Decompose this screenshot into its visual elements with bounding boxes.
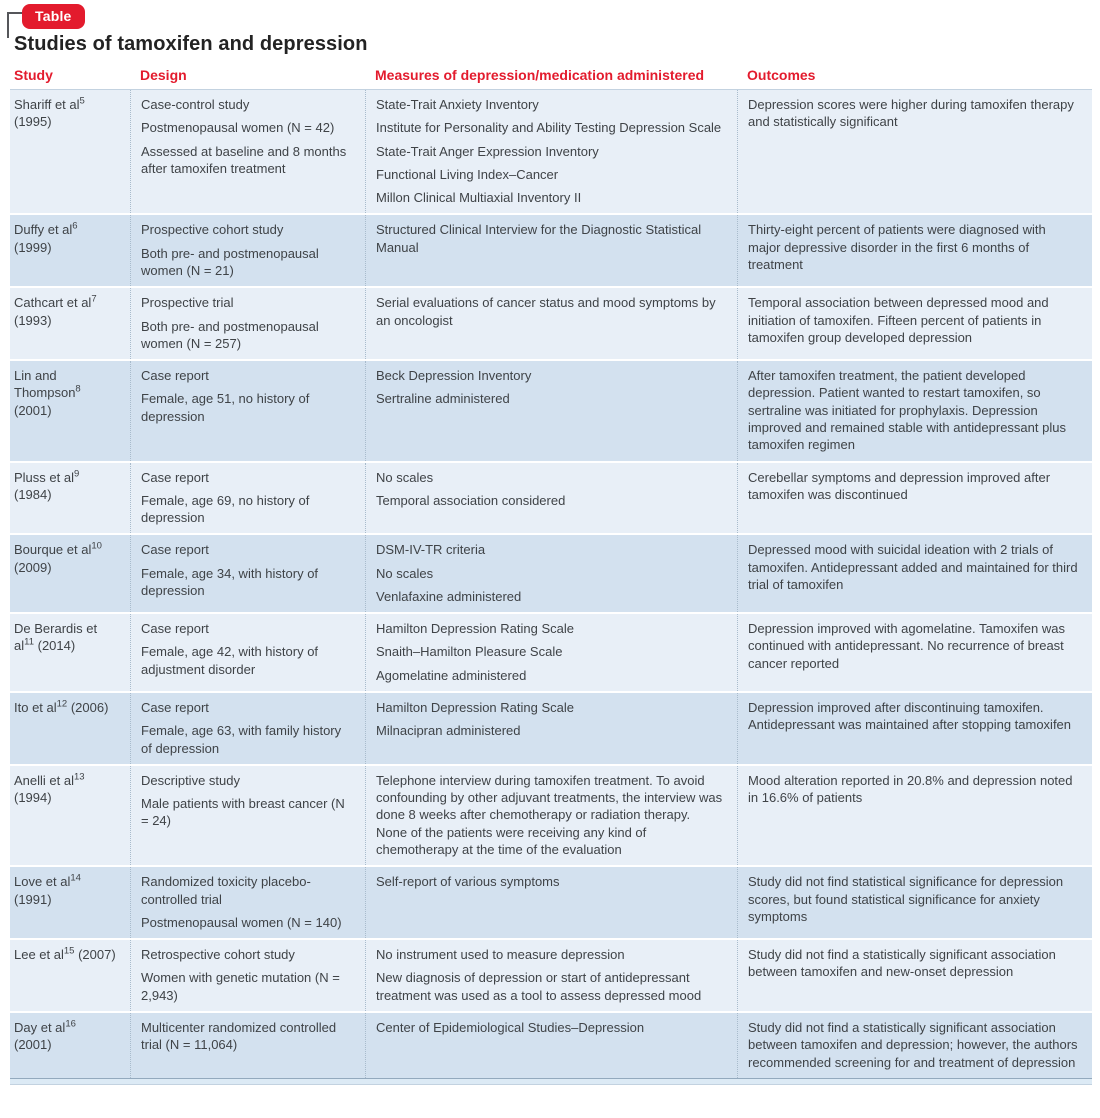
outcomes-paragraph: Study did not find a statistically significant association between tamoxifen and new-onset depression [748, 947, 1056, 980]
study-citation [14, 541, 116, 576]
outcomes-paragraph: Depression improved with agomelatine. Tamoxifen was continued with antidepressant. No recurrence of breast cancer reported [748, 621, 1065, 671]
outcomes-paragraph: Temporal association between depressed mood and initiation of tamoxifen. Fifteen percent of patients in tamoxifen group developed depression [748, 295, 1049, 345]
design-paragraph: Both pre- and postmenopausal women (N = 21) [141, 245, 319, 278]
measures-paragraph: No scales [376, 565, 434, 581]
measures-paragraph: Millon Clinical Multiaxial Inventory II [376, 190, 582, 206]
design-cell [130, 1013, 365, 1078]
study-cell [10, 766, 130, 865]
outcomes-cell [737, 614, 1092, 691]
study-year: (1991) [14, 891, 52, 907]
measures-cell [365, 361, 737, 460]
table-row [10, 612, 1092, 691]
study-cell [10, 693, 130, 764]
outcomes-cell [737, 940, 1092, 1011]
column-header-measures: Measures of depression/medication administered [375, 67, 705, 83]
outcomes-paragraph: Study did not find statistical significance for depression scores, but found statistical significance for anxiety symptoms [748, 874, 1064, 924]
design-paragraph: Case report [141, 469, 209, 485]
study-cell [10, 1013, 130, 1078]
study-author: De Berardis et al [14, 621, 98, 654]
study-author: Pluss et al [14, 469, 74, 485]
study-citation [14, 873, 116, 908]
measures-paragraph: Center of Epidemiological Studies–Depression [376, 1019, 645, 1035]
study-cell [10, 288, 130, 359]
study-citation [14, 367, 116, 419]
study-author: Bourque et al [14, 542, 92, 558]
measures-paragraph: State-Trait Anxiety Inventory [376, 97, 539, 112]
measures-paragraph: Venlafaxine administered [376, 588, 522, 604]
design-paragraph: Female, age 51, no history of depression [141, 391, 310, 424]
table-row [10, 286, 1092, 359]
measures-cell [365, 90, 737, 213]
design-cell [130, 867, 365, 938]
study-cell [10, 614, 130, 691]
study-cell [10, 361, 130, 460]
measures-paragraph: Institute for Personality and Ability Testing Depression Scale [376, 120, 722, 136]
outcomes-paragraph: Cerebellar symptoms and depression improved after tamoxifen was discontinued [748, 469, 1051, 502]
study-cell [10, 90, 130, 213]
outcomes-cell [737, 1013, 1092, 1078]
study-reference-number: 15 [63, 945, 75, 957]
design-paragraph: Female, age 69, no history of depression [141, 492, 310, 526]
table-row [10, 533, 1092, 612]
design-cell [130, 361, 365, 460]
design-paragraph: Women with genetic mutation (N = 2,943) [141, 970, 340, 1003]
study-reference-number: 6 [72, 221, 78, 233]
design-paragraph: Female, age 34, with history of depression [141, 565, 319, 598]
table-row [10, 938, 1092, 1011]
study-cell [10, 535, 130, 612]
study-cell [10, 463, 130, 534]
measures-paragraph: Agomelatine administered [376, 667, 527, 683]
measures-paragraph: Telephone interview during tamoxifen treatment. To avoid confounding by other adjuvant treatments, the interview was done 8 weeks after chemotherapy or radiation therapy. None of the patients were receiving any kind of chemotherapy at the time of the evaluation [376, 772, 723, 857]
outcomes-cell [737, 867, 1092, 938]
measures-paragraph: Sertraline administered [376, 391, 510, 407]
page-title: Studies of tamoxifen and depression [14, 33, 368, 55]
outcomes-paragraph: Depressed mood with suicidal ideation with 2 trials of tamoxifen. Antidepressant added and maintained for third trial of tamoxifen [748, 542, 1078, 592]
measures-paragraph: Snaith–Hamilton Pleasure Scale [376, 644, 563, 660]
measures-cell [365, 463, 737, 534]
table-badge: Table [22, 4, 85, 29]
outcomes-paragraph: Mood alteration reported in 20.8% and depression noted in 16.6% of patients [748, 772, 1073, 806]
design-paragraph: Postmenopausal women (N = 42) [141, 120, 335, 136]
study-author: Shariff et al [14, 97, 80, 112]
study-year: (1999) [14, 239, 52, 255]
design-cell [130, 535, 365, 612]
study-citation [14, 1019, 116, 1054]
study-reference-number: 14 [70, 872, 81, 884]
measures-cell [365, 535, 737, 612]
study-reference-number: 8 [75, 384, 81, 396]
measures-paragraph: New diagnosis of depression or start of antidepressant treatment was used as a tool to assess depressed mood [376, 970, 702, 1003]
design-paragraph: Case report [141, 700, 209, 716]
study-cell [10, 940, 130, 1011]
study-citation [14, 469, 116, 504]
design-paragraph: Assessed at baseline and 8 months after tamoxifen treatment [141, 143, 347, 176]
measures-cell [365, 766, 737, 865]
measures-cell [365, 288, 737, 359]
outcomes-cell [737, 215, 1092, 286]
study-year: (2006) [70, 700, 109, 716]
study-reference-number: 11 [24, 637, 34, 649]
design-paragraph: Male patients with breast cancer (N = 24) [141, 796, 345, 829]
table-row [10, 865, 1092, 938]
table-row [10, 461, 1092, 534]
measures-paragraph: Functional Living Index–Cancer [376, 166, 559, 182]
outcomes-paragraph: Depression improved after discontinuing tamoxifen. Antidepressant was maintained after stopping tamoxifen [748, 700, 1072, 733]
study-year: (1995) [14, 114, 52, 130]
measures-paragraph: Milnacipran administered [376, 723, 521, 739]
outcomes-paragraph: After tamoxifen treatment, the patient developed depression. Patient wanted to restart tamoxifen, so sertraline was initiated for prophylaxis. Depression improved and remained stable with antidepressant plus tamoxifen regimen [748, 368, 1066, 453]
design-paragraph: Prospective cohort study [141, 222, 284, 238]
outcomes-cell [737, 288, 1092, 359]
outcomes-paragraph: Study did not find a statistically significant association between tamoxifen and depression; however, the authors recommended screening for and treatment of depression [748, 1019, 1078, 1070]
column-header-outcomes: Outcomes [747, 67, 816, 83]
study-reference-number: 10 [91, 541, 102, 553]
outcomes-cell [737, 361, 1092, 460]
table-row [10, 90, 1092, 213]
study-year: (2001) [14, 402, 52, 418]
design-paragraph: Both pre- and postmenopausal women (N = 257) [141, 318, 319, 351]
study-citation [14, 699, 116, 716]
measures-cell [365, 614, 737, 691]
column-header-design: Design [140, 67, 187, 83]
outcomes-cell [737, 766, 1092, 865]
design-paragraph: Case report [141, 368, 209, 384]
study-cell [10, 867, 130, 938]
table-row [10, 1011, 1092, 1078]
design-cell [130, 614, 365, 691]
study-reference-number: 13 [73, 771, 85, 783]
study-citation [14, 772, 116, 807]
study-reference-number: 5 [79, 95, 85, 107]
design-paragraph: Multicenter randomized controlled trial (N = 11,064) [141, 1019, 337, 1053]
measures-cell [365, 693, 737, 764]
study-author: Lee et al [14, 947, 64, 963]
design-cell [130, 288, 365, 359]
outcomes-cell [737, 90, 1092, 213]
study-citation [14, 946, 116, 963]
measures-paragraph: No instrument used to measure depression [376, 947, 625, 963]
study-reference-number: 12 [56, 698, 68, 710]
design-cell [130, 940, 365, 1011]
measures-paragraph: Hamilton Depression Rating Scale [376, 700, 574, 716]
design-paragraph: Prospective trial [141, 295, 234, 311]
study-author: Lin and Thompson [14, 368, 76, 401]
measures-cell [365, 867, 737, 938]
study-author: Anelli et al [14, 772, 74, 788]
study-year: (1993) [14, 312, 52, 328]
study-citation [14, 96, 116, 131]
design-cell [130, 215, 365, 286]
measures-cell [365, 1013, 737, 1078]
design-paragraph: Case-control study [141, 97, 250, 112]
measures-paragraph: No scales [376, 469, 434, 485]
design-paragraph: Case report [141, 621, 209, 637]
outcomes-paragraph: Depression scores were higher during tamoxifen therapy and statistically significant [748, 97, 1074, 130]
design-cell [130, 463, 365, 534]
design-cell [130, 766, 365, 865]
table-body [10, 89, 1092, 1078]
outcomes-paragraph: Thirty-eight percent of patients were diagnosed with major depressive disorder in the first 6 months of treatment [748, 222, 1046, 272]
table-row [10, 213, 1092, 286]
design-paragraph: Female, age 42, with history of adjustment disorder [141, 644, 319, 677]
measures-cell [365, 215, 737, 286]
study-year: (2007) [78, 947, 116, 963]
study-citation [14, 294, 116, 329]
measures-paragraph: Structured Clinical Interview for the Diagnostic Statistical Manual [376, 222, 702, 255]
study-cell [10, 215, 130, 286]
study-citation [14, 221, 116, 256]
design-paragraph: Postmenopausal women (N = 140) [141, 914, 342, 930]
design-paragraph: Descriptive study [141, 772, 240, 788]
table-row [10, 359, 1092, 460]
design-cell [130, 90, 365, 213]
cutoff-row-strip [10, 1079, 1092, 1085]
measures-cell [365, 940, 737, 1011]
study-citation [14, 620, 116, 655]
measures-paragraph: State-Trait Anger Expression Inventory [376, 143, 599, 159]
study-author: Ito et al [14, 700, 57, 716]
measures-paragraph: Hamilton Depression Rating Scale [376, 621, 574, 637]
table-header-row [10, 65, 1092, 89]
badge-area [10, 0, 1092, 30]
study-author: Love et al [14, 874, 71, 890]
study-author: Duffy et al [14, 222, 73, 238]
design-paragraph: Retrospective cohort study [141, 947, 295, 963]
design-paragraph: Female, age 63, with family history of depression [141, 723, 342, 756]
outcomes-cell [737, 693, 1092, 764]
measures-paragraph: Self-report of various symptoms [376, 874, 560, 890]
study-author: Cathcart et al [14, 295, 92, 311]
design-paragraph: Case report [141, 542, 209, 558]
study-year: (2009) [14, 559, 52, 575]
design-cell [130, 693, 365, 764]
study-year: (1984) [14, 486, 52, 502]
outcomes-cell [737, 463, 1092, 534]
study-year: (1994) [14, 790, 52, 806]
design-paragraph: Randomized toxicity placebo-controlled trial [141, 874, 311, 907]
study-reference-number: 16 [65, 1018, 76, 1030]
study-reference-number: 7 [91, 293, 97, 305]
study-year: (2001) [14, 1037, 52, 1053]
study-year: (2014) [37, 638, 76, 654]
study-author: Day et al [14, 1019, 66, 1035]
table-row [10, 764, 1092, 865]
study-reference-number: 9 [73, 468, 80, 480]
column-header-study: Study [14, 67, 53, 83]
measures-paragraph: Serial evaluations of cancer status and mood symptoms by an oncologist [376, 295, 716, 328]
measures-paragraph: Beck Depression Inventory [376, 368, 532, 384]
table-row [10, 691, 1092, 764]
measures-paragraph: DSM-IV-TR criteria [376, 542, 486, 558]
outcomes-cell [737, 535, 1092, 612]
measures-paragraph: Temporal association considered [376, 492, 566, 508]
